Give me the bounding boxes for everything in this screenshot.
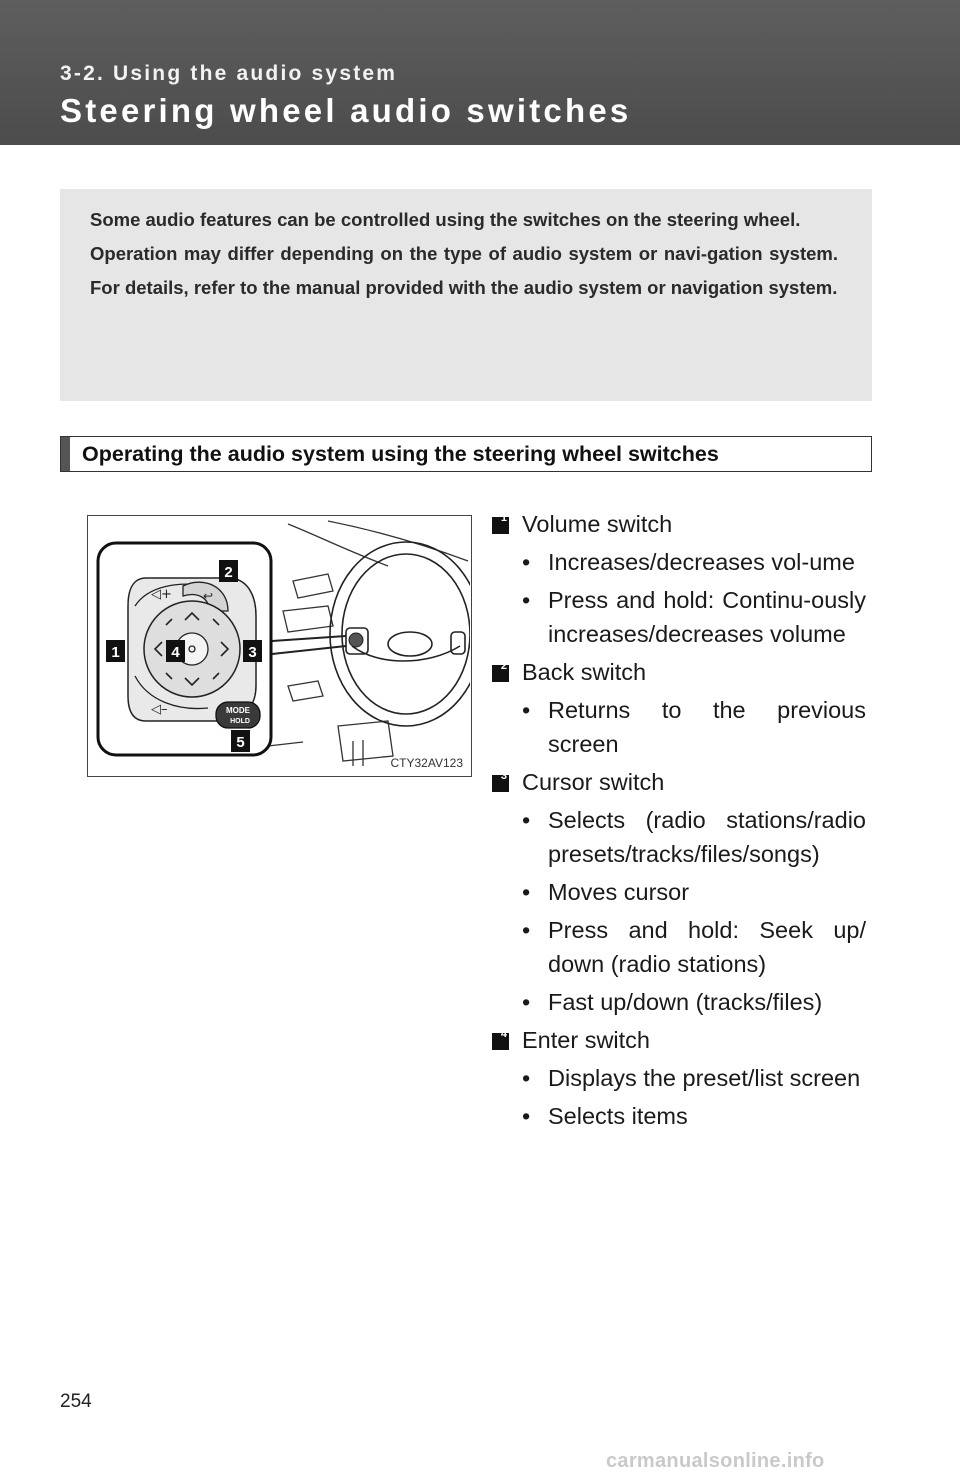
svg-text:1: 1 <box>111 644 120 661</box>
hold-label: HOLD <box>230 718 250 725</box>
subsection-title: Operating the audio system using the steering wheel switches <box>82 441 719 466</box>
mode-label: MODE <box>226 706 250 715</box>
svg-text:◁–: ◁– <box>151 702 168 717</box>
steering-switch-illustration <box>87 515 472 777</box>
heading-marker <box>61 437 70 471</box>
figure-code: CTY32AV123 <box>390 756 463 770</box>
bullet: • Returns to the previous screen <box>492 693 866 761</box>
page-title: Steering wheel audio switches <box>60 92 632 129</box>
page-number: 254 <box>60 1391 92 1412</box>
svg-text:◁+: ◁+ <box>151 587 172 602</box>
svg-text:4: 4 <box>171 644 180 661</box>
bullet: • Displays the preset/list screen <box>492 1061 866 1095</box>
item-enter-switch <box>492 1023 866 1133</box>
bullet: • Selects items <box>492 1099 866 1133</box>
page-header <box>0 0 960 145</box>
switch-diagram <box>88 516 470 775</box>
bullet: • Increases/decreases vol-ume <box>492 545 866 579</box>
bullet: • Moves cursor <box>492 875 866 909</box>
bullet: • Selects (radio stations/radio presets/tracks/files/songs) <box>492 803 866 871</box>
item-title: Enter switch <box>522 1027 650 1053</box>
svg-text:2: 2 <box>224 564 233 581</box>
callout-2 <box>219 560 238 582</box>
bullet: • Press and hold: Continu-ously increases/decreases volume <box>492 583 866 651</box>
section-label: 3-2. Using the audio system <box>60 62 398 85</box>
item-number-badge: 1 <box>492 517 509 534</box>
item-volume-switch <box>492 507 866 651</box>
item-number-badge: 3 <box>492 775 509 792</box>
svg-text:↩: ↩ <box>203 589 214 603</box>
svg-text:3: 3 <box>248 644 257 661</box>
subsection-heading <box>60 436 872 472</box>
item-cursor-switch <box>492 765 866 1019</box>
item-back-switch <box>492 655 866 761</box>
switch-descriptions <box>492 507 866 1137</box>
callout-4 <box>166 640 185 662</box>
svg-text:5: 5 <box>236 734 245 751</box>
callout-5 <box>231 730 250 752</box>
watermark: carmanualsonline.info <box>606 1450 825 1472</box>
item-number-badge: 2 <box>492 665 509 682</box>
item-title: Cursor switch <box>522 769 665 795</box>
bullet: • Press and hold: Seek up/ down (radio stations) <box>492 913 866 981</box>
item-title: Volume switch <box>522 511 673 537</box>
intro-box <box>60 189 872 401</box>
callout-3 <box>243 640 262 662</box>
bullet: • Fast up/down (tracks/files) <box>492 985 866 1019</box>
item-number-badge: 4 <box>492 1033 509 1050</box>
intro-text: Some audio features can be controlled using the switches on the steering wheel. Operation may differ depending on the type of audio system or navi-gation system. For details, refer to the manual provided with the audio system or navigation system. <box>90 209 838 298</box>
item-title: Back switch <box>522 659 647 685</box>
callout-1 <box>106 640 125 662</box>
